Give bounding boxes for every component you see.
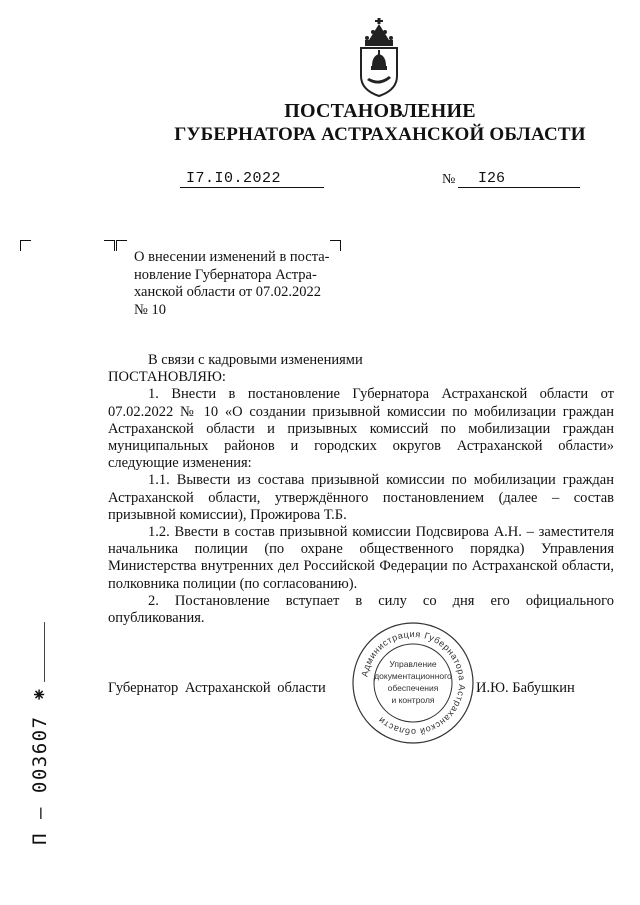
stamp-ring-text: Администрация Губернатора Астраханской области <box>359 628 468 738</box>
paragraph-1-2: 1.2. Ввести в состав призывной комиссии Подсвирова А.Н. – заместителя начальника полиции (по охране общественного порядка) Управления Министерства внутренних дел Российской Федерации по Астраханской области, полковника полиции (по согласованию). <box>108 524 614 592</box>
corner-mark <box>20 240 31 251</box>
number-label: № <box>442 172 456 187</box>
stamp-line: и контроля <box>391 695 435 705</box>
official-stamp <box>350 620 476 746</box>
intro-paragraph: В связи с кадровыми изменениями <box>148 352 363 368</box>
stamp-line: обеспечения <box>387 683 439 693</box>
paragraph-1: 1. Внести в постановление Губернатора Астраханской области от 07.02.2022 № 10 «О создании призывной комиссии по мобилизации граждан Астраханской области и призывных комиссий по мобилизации граждан муниципальных районов и городских округов Астраханской области» следующие изменения: <box>108 386 614 472</box>
side-registration-code <box>20 685 60 845</box>
paragraph-1-1: 1.1. Вывести из состава призывной комиссии по мобилизации граждан Астраханской области, утверждённого постановлением (далее – состав призывной комиссии), Прожирова Т.Б. <box>108 472 614 523</box>
stamp-line: документационного <box>374 671 452 681</box>
corner-mark <box>116 240 127 251</box>
document-body <box>108 352 614 627</box>
document-number: I26 <box>458 170 580 188</box>
document-title: ПОСТАНОВЛЕНИЕ <box>284 100 476 122</box>
document-subtitle: ГУБЕРНАТОРА АСТРАХАНСКОЙ ОБЛАСТИ <box>174 124 586 145</box>
signatory-position: Губернатор Астраханской области <box>108 680 326 696</box>
paragraph-2: 2. Постановление вступает в силу со дня его официального опубликования. <box>108 592 614 627</box>
stamp-line: Управление <box>389 659 437 669</box>
margin-line <box>44 622 45 682</box>
signatory-name: И.Ю. Бабушкин <box>476 680 575 696</box>
registration-code-text: П – 003607 ⁕ <box>29 685 51 845</box>
decree-heading: ПОСТАНОВЛЯЮ: <box>108 369 226 386</box>
document-date: I7.I0.2022 <box>180 170 324 188</box>
coat-of-arms-icon <box>355 18 403 98</box>
document-subject: О внесении изменений в поста- новление Губернатора Астра- ханской области от 07.02.2022 № 10 <box>134 249 330 318</box>
corner-mark <box>104 240 115 251</box>
